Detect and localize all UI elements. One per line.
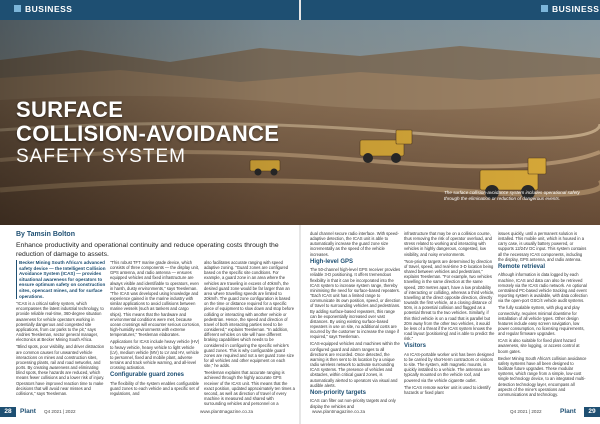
- column-5: [404, 231, 495, 397]
- paragraph: "Blind spots, poor visibility, and driver distraction are common causes for unwanted vehicle interactions on mines and construction sites, processing plants, rail and road networks, and ports. By creating awareness and eliminating blind spots, these hazards are reduced, which means fewer collisions and a lower risk of injury. Operators have improved reaction time to make decisions that will avoid near misses and collisions," says Teesleman.: [16, 344, 105, 396]
- column-6: [498, 231, 589, 399]
- section-bar-left: [0, 0, 299, 20]
- subheading: Configurable guard zones: [110, 372, 185, 379]
- paragraph: "This robust TFT marine grade device, which consists of three components — the display unit, GPS antenna, and radio antenna — ensures equipped vehicles and fixed infrastructure are always visible and identifiable to operators, even in harsh, dusty environments," says Teesleman. "The ICAS was developed using knowledge and experience gained in the marine industry with similar applications to avoid collisions between marine vessels (such as tankers and cargo ships). This means that the hardware and environmental conditions were met, because ocean crossings will encounter serious corrosion, high-humidity environments with extreme temperatures," Teesleman elaborates.: [110, 260, 201, 338]
- paragraph: dual channel secure radio interface. With speed-adaptive detection, the ICAS unit is able to automatically increase the guard zone size incrementally as the speed of the vehicle increases.: [310, 231, 399, 257]
- paragraph: also facilitates accurate ranging with speed adaptive zoning. "Guard zones are configured based on the specific site conditions. For example, a guard zone in an area where the vehicles are traveling in excess of 40km/h, the desired guard zone would be far larger than an area where travelling speeds are limited to 20km/h. The guard zone configuration is based on the time or distance required for a specific piece of equipment to slow down and stop before colliding or interacting with another vehicle or pedestrian. Hence, the speed and direction of travel of both interacting parties need to be considered," explains Teesleman. "In addition, different vehicles on site will have different braking capabilities which needs to be considered in configuring the specific vehicle's guard zones. This is why configurable guard zones are required and not a set guard zone size for all vehicles and other equipment on each site," he adds.: [204, 260, 295, 369]
- column-1: [16, 260, 107, 398]
- paragraph: "ICAS is a critical safety system, which encompasses the latest industrial technology, to provide reliable real-time, 360-degree situation awareness for vehicle operators working in potentially dangerous and congested site applications, from car parks to the pit," says Andries Teesleman, sector general manager, electronics at Becker Mining South Africa.: [16, 301, 104, 343]
- url-right: www.plantmagazine.co.za: [312, 409, 366, 414]
- section-square-icon: [541, 5, 548, 12]
- subheading: Visitors: [404, 343, 426, 350]
- paragraph: The 50-channel high-level GPS receiver provides reliable 3-D positioning. It offers tremendous flexibility in that it can be incorporated into the ICAS system to increase system range, thereby minimising the need for surface-based repeaters. "Each ICAS unit has a limited range to communicate its own position, speed, or direction of travel to surrounding vehicles and pedestrians. By adding surface-based repeaters, this range can be exponentially increased over vast distances. By using existing surface-based repeaters in use on site, no additional costs are incurred by the customer to increase the range if required," says Teesleman.: [310, 267, 401, 340]
- lead-paragraph: Becker Mining South Africa's advanced safety device — the Intelligent Collision Avoidance System (ICAS) — provides situational awareness for operators to ensure optimum safety on construction sites, opencast mines, and for surface operations.: [16, 260, 107, 299]
- brand-left: Plant: [20, 408, 36, 415]
- issue-left: Q4 2021 | 2022: [44, 409, 76, 414]
- paragraph: "Non-priority targets are determined by direction of travel, speed, and real-time 3-D location being shared between vehicles and pedestrians," explains Teesleman. "For example, two vehicles travelling in the same direction at the same speed, 200 metres apart, have a low probability of interacting or colliding, whereas a third vehicle, travelling at the direct opposite direction, directly towards the first vehicle, at a closing distance of 50m, is a potential collision and flagged as a potential threat to the two vehicles. Similarly, if this third vehicle is on a road that is parallel but 20m away from the other two vehicles, it would be less of a threat if the ICAS system knows the road layout (positioning) and is able to predict the risk.": [404, 258, 495, 342]
- paragraph: Applications for ICAS include heavy vehicle (HV) to heavy vehicle, heavy vehicle to light vehicle (LV), medium vehicle (MV) to LV and HV, vehicle to personnel, fixed and mobile plant, adverse terrains and track vehicle warning, and all-level crossing activation.: [110, 339, 200, 371]
- photo-caption: The surface collision-avoidance system includes operational safety through the elimination or reduction of dangerous events.: [444, 190, 580, 201]
- subheading: Non-priority targets: [310, 389, 367, 396]
- issue-right: Q4 2021 | 2022: [510, 409, 542, 414]
- subheading: High-level GPS: [310, 258, 354, 265]
- right-page-columns: [310, 231, 588, 409]
- paragraph: Becker Mining South Africa's collision avoidance safety systems have all been designed to facilitate future upgrades. These modular systems, which range from a simple, low-cost single technology device, to an integrated multi-detection technology layer, encompass all aspects of the mine's operations and communications and technology.: [498, 355, 587, 397]
- title-line-2: COLLISION-AVOIDANCE: [16, 121, 280, 146]
- left-page-columns: [16, 260, 295, 407]
- paragraph: ICAS is also suitable for fixed plant hazard awareness, site logging, or access control at boom gates.: [498, 338, 580, 354]
- paragraph: infrastructure that may be on a collision course, thus removing the risk of operator overload, and stress related to working and interacting with vehicles in highly dangerous, congested, low visibility, and noisy environments.: [404, 231, 492, 257]
- column-2: [110, 260, 201, 398]
- standfirst: Enhance productivity and operational continuity and reduce operating costs through the reduction of damage to assets.: [16, 242, 279, 258]
- paragraph: The ICAS remote worker unit is used to identify hazards or fixed plant: [404, 384, 491, 395]
- hero-photo: [0, 20, 600, 225]
- section-square-icon: [14, 5, 21, 12]
- section-bar-right: [301, 0, 600, 20]
- paragraph: Although information is data logged by each machine, ICAS and data can also be retrieved remotely via the ICAS radio network. An optional centralised PC-based vehicle tracking and event reporting system is available, with data collection via the open-port GSC/4 vehicle audit systems.: [498, 272, 588, 304]
- paragraph: ICAS can filter out non-priority targets and only display the vehicles and: [310, 398, 396, 409]
- paragraph: ICAS-equipped vehicles and machines within the configured guard and alarm ranges to all directions are recorded. Once detected, the warning is then sent to its location by a unique radio wireless network to activate surrounding ICAS systems. The presence of vehicles and obstacles, within critical guard zones, is automatically alerted to operators via visual and audible alerts.: [310, 341, 400, 388]
- page-number-right: 29: [584, 407, 600, 417]
- paragraph: An ICAS-portable worker unit has been designed to be carried by short-term contractors or visitors to site. The system, with magnetic mounts, is quickly installed to a vehicle. The antennas are typically mounted on the vehicle roof, and powered via the vehicle cigarette outlet.: [404, 351, 494, 383]
- section-label-left: BUSINESS: [14, 4, 72, 14]
- brand-right: Plant: [560, 408, 576, 415]
- section-label-right: BUSINESS: [541, 4, 599, 14]
- article-title: [16, 98, 279, 168]
- byline: By Tamsin Bolton: [16, 231, 75, 238]
- column-3: [204, 260, 295, 408]
- title-line-1: SURFACE: [16, 97, 124, 122]
- paragraph: issues quickly, until a permanent solution is installed. This mobile unit, which is housed in a carry case, is usually battery powered, or supports 12/24V DC input. This system contains all the necessary ICAS components, including the display, GPS antenna, and radio antenna.: [498, 231, 587, 262]
- subheading: Remote retrieval: [498, 263, 546, 270]
- paragraph: Teesleman explains that accurate ranging is achieved through the highly accurate GPS receiver of the ICAS unit. This means that the exact position, updated approximately ten times a second, as well as direction of travel of every machine is measured and shared with surrounding vehicles and personnel on a: [204, 370, 295, 407]
- title-line-3: SAFETY SYSTEM: [16, 146, 186, 167]
- page-number-left: 28: [0, 407, 16, 417]
- column-4: [310, 231, 401, 411]
- paragraph: The flexibility of the system enables configurable guard zones to each vehicle and a specific set of regulations, and: [110, 380, 200, 397]
- url-left: www.plantmagazine.co.za: [200, 409, 254, 414]
- paragraph: The fully scalable system, with plug and play connectivity, requires minimal downtime for installation of all vehicle types. Other design features include easy screen navigation, low power consumption, no licensing requirements, and regular firmware upgrades.: [498, 305, 585, 337]
